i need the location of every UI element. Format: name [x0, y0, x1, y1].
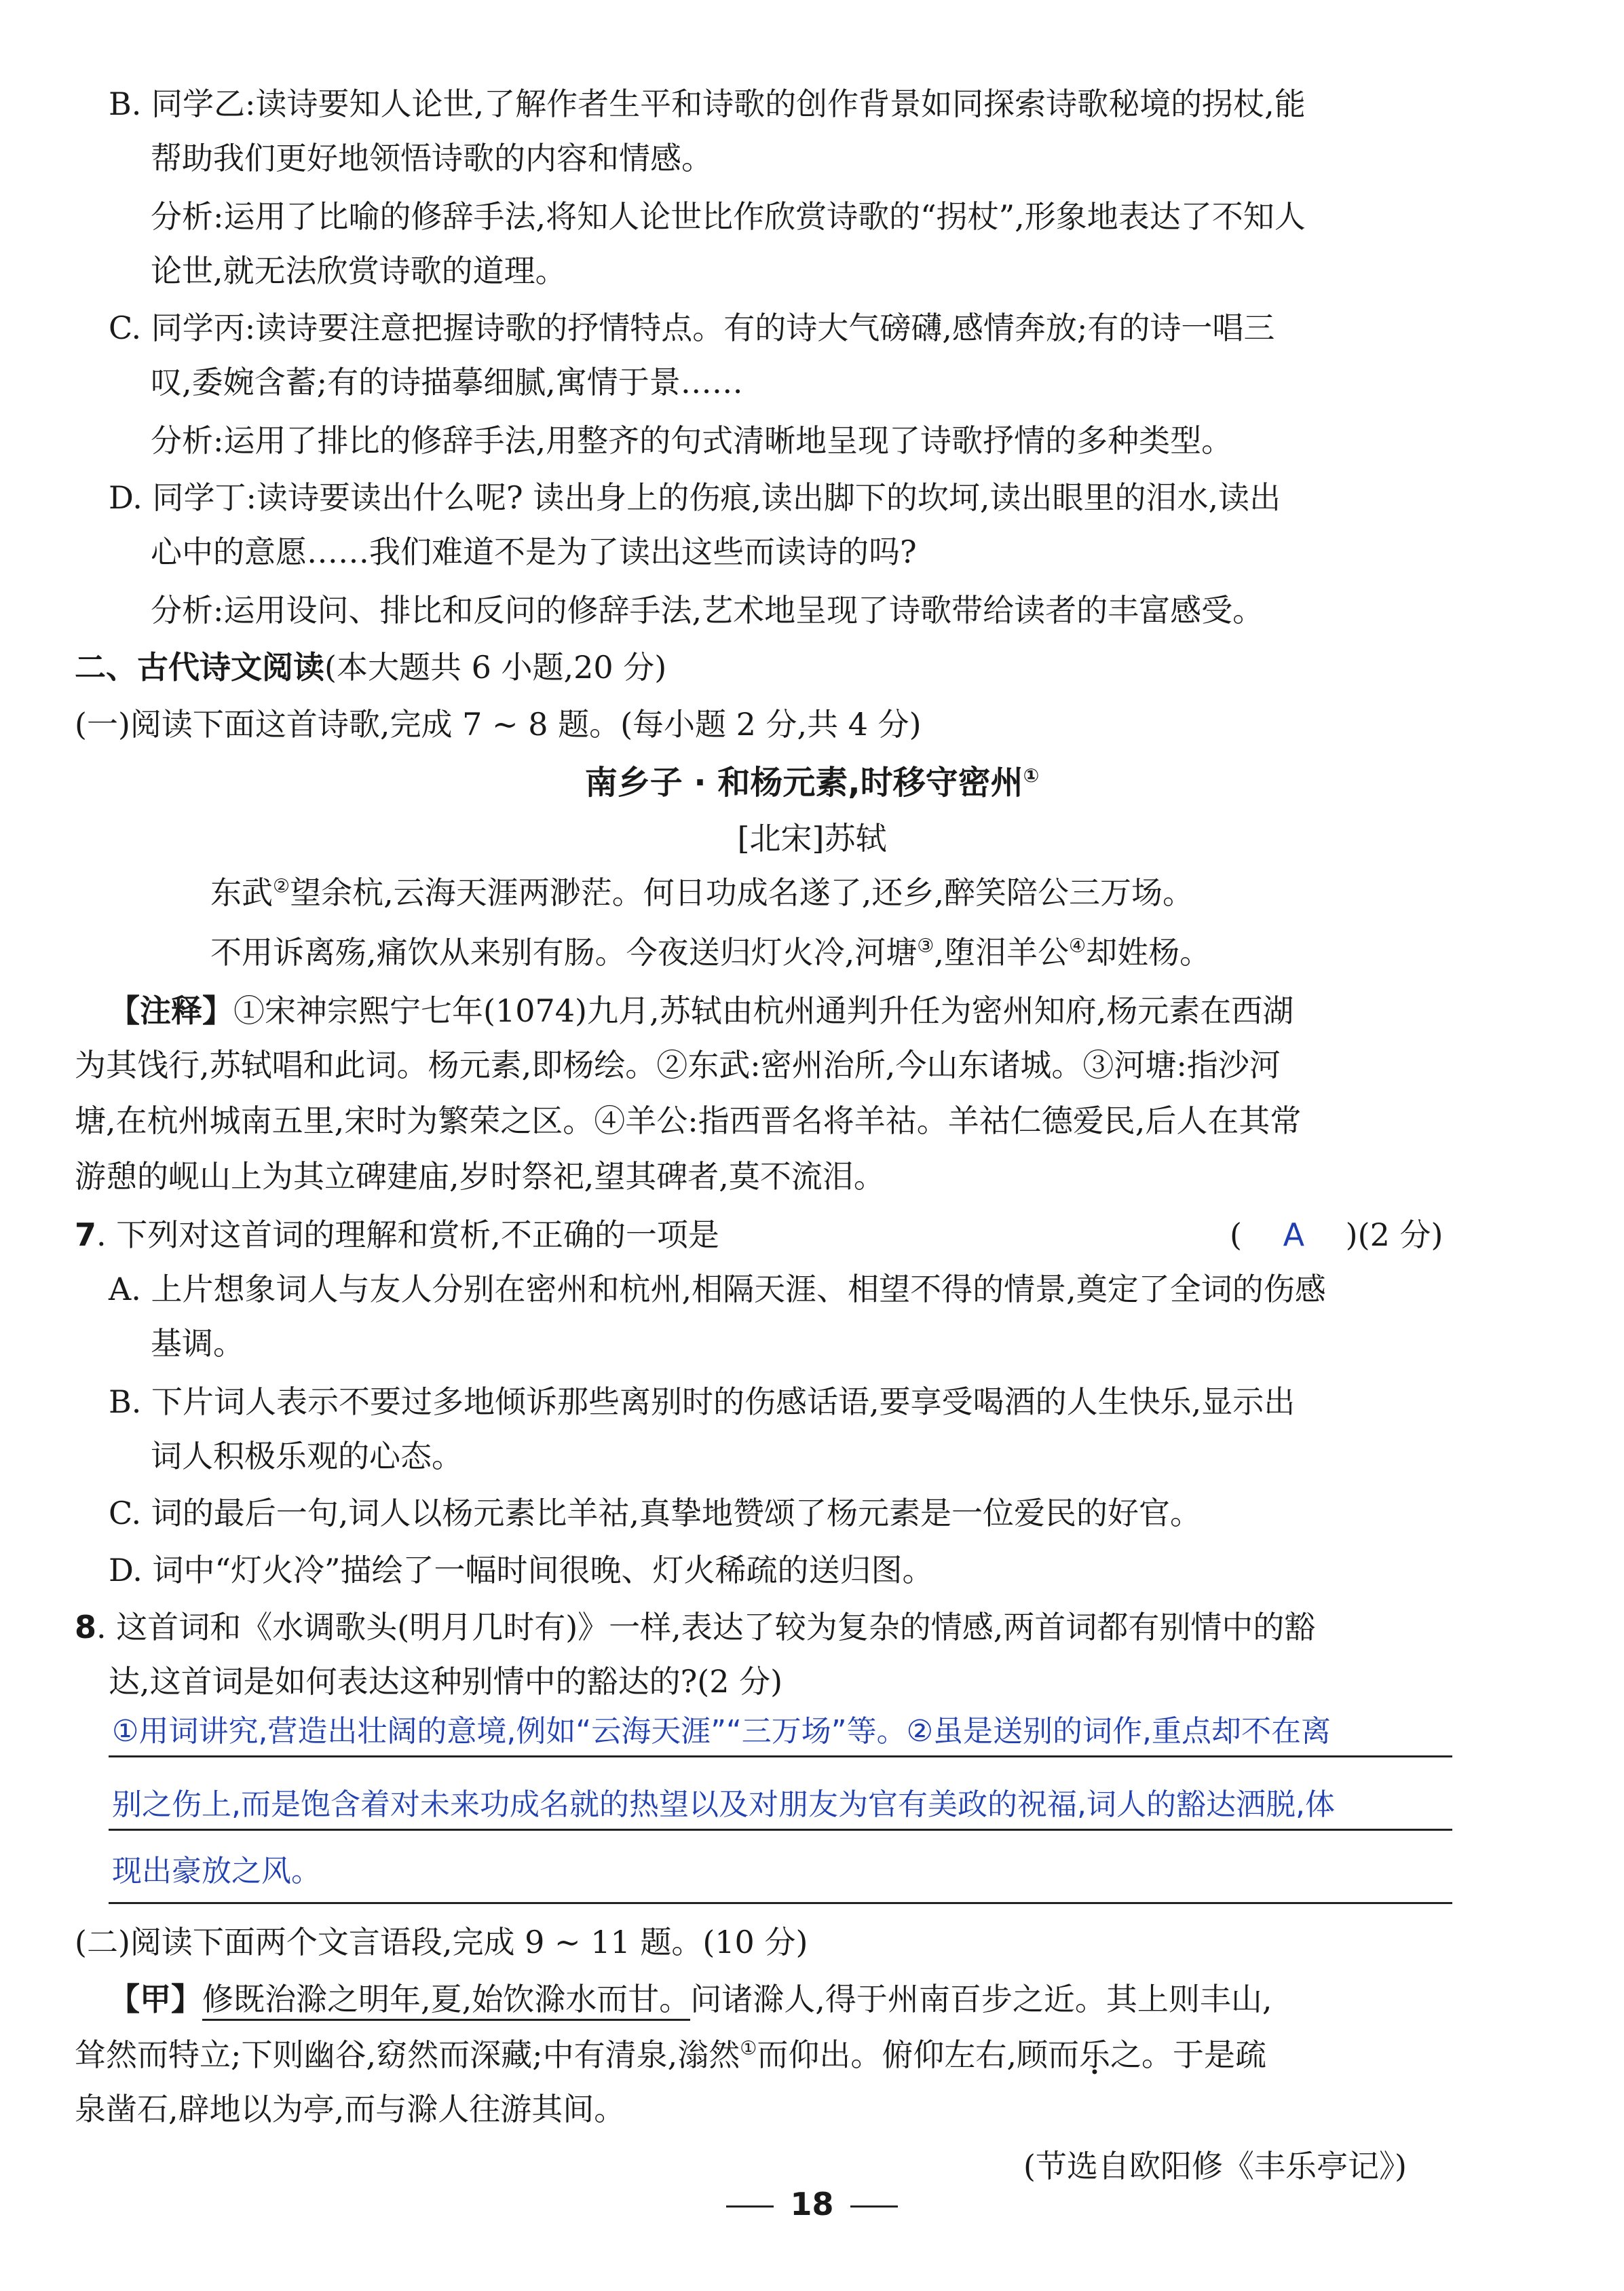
option-d-line-2: 心中的意愿……我们难道不是为了读出这些而读诗的吗?: [151, 534, 917, 570]
option-b-analysis-1: 分析:运用了比喻的修辞手法,将知人论世比作欣赏诗歌的“拐杖”,形象地表达了不知人: [151, 198, 1306, 235]
question-8-answer-line-2: 别之伤上,而是饱含着对未来功成名就的热望以及对朋友为官有美政的祝福,词人的豁达洒脱,体: [112, 1787, 1335, 1822]
footnote-mark-2: ②: [273, 874, 290, 897]
question-7-number: 7: [75, 1216, 97, 1253]
option-d-line-1: D. 同学丁:读诗要读出什么呢? 读出身上的伤痕,读出脚下的坎坷,读出眼里的泪水,读出: [109, 479, 1281, 516]
poem-line-2-a: 不用诉离殇,痛饮从来别有肠。今夜送归灯火冷,河塘: [210, 934, 918, 971]
part-2-line-1: [109, 1978, 1272, 2020]
paren-close: ): [1345, 1216, 1358, 1253]
section-2-heading: [75, 646, 666, 688]
notes-line-1: [109, 990, 1293, 1032]
q7-option-b-1: B. 下片词人表示不要过多地倾诉那些离别时的伤感话语,要享受喝酒的人生快乐,显示出: [109, 1383, 1296, 1420]
question-8-line-2: 达,这首词是如何表达这种别情中的豁达的?(2 分): [109, 1663, 783, 1700]
option-d-analysis-1: 分析:运用设问、排比和反问的修辞手法,艺术地呈现了诗歌带给读者的丰富感受。: [151, 592, 1264, 629]
q7-option-a-2: 基调。: [151, 1325, 244, 1362]
underlined-sentence: 修既治滁之明年,夏,始饮滁水而甘。: [202, 1981, 690, 2021]
option-c-line-2: 叹,委婉含蓄;有的诗描摹细腻,寓情于景……: [151, 364, 743, 401]
question-7-score: (2 分): [1357, 1216, 1443, 1253]
footnote-mark-4: ④: [1068, 934, 1087, 957]
notes-label: 【注释】: [109, 992, 233, 1029]
option-b-line-2: 帮助我们更好地领悟诗歌的内容和情感。: [151, 140, 713, 176]
poem-title-footnote-mark: ①: [1023, 764, 1040, 787]
section-2-note: (本大题共 6 小题,20 分): [324, 649, 667, 686]
option-c-line-1: C. 同学丙:读诗要注意把握诗歌的抒情特点。有的诗大气磅礴,感情奔放;有的诗一唱三: [109, 310, 1275, 346]
question-7-answer: A: [1283, 1216, 1305, 1253]
option-b-line-1: B. 同学乙:读诗要知人论世,了解作者生平和诗歌的创作背景如同探索诗歌秘境的拐杖,能: [109, 86, 1306, 122]
part-2-line-1-rest: 问诸滁人,得于州南百步之近。其上则丰山,: [690, 1981, 1272, 2017]
q7-option-b-2: 词人积极乐观的心态。: [151, 1438, 463, 1474]
notes-line-2: 为其饯行,苏轼唱和此词。杨元素,即杨绘。②东武:密州治所,今山东诸城。③河塘:指沙河: [75, 1047, 1281, 1083]
page-number-dash-left: [726, 2205, 774, 2208]
page-number-text: 18: [790, 2186, 834, 2222]
q7-option-a-1: A. 上片想象词人与友人分别在密州和杭州,相隔天涯、相望不得的情景,奠定了全词的伤感: [109, 1271, 1326, 1307]
answer-rule-1: [109, 1755, 1452, 1757]
poem-title-text: 南乡子 · 和杨元素,时移守密州: [584, 764, 1023, 802]
poem-line-1: [210, 872, 1194, 914]
part-2-line-3: 泉凿石,辟地以为亭,而与滁人往游其间。: [75, 2091, 626, 2127]
poem-title: [0, 762, 1624, 804]
poem-line-2-c: 却姓杨。: [1086, 934, 1211, 971]
part-2-line-2-c: 之。于是疏: [1110, 2036, 1266, 2073]
part-2-line-2-a: 耸然而特立;下则幽谷,窈然而深藏;中有清泉,滃然: [75, 2036, 740, 2073]
q7-option-c: C. 词的最后一句,词人以杨元素比羊祜,真挚地赞颂了杨元素是一位爱民的好官。: [109, 1495, 1202, 1531]
page-number: [0, 2186, 1624, 2222]
footnote-mark-passage-1: ①: [740, 2036, 757, 2060]
page-number-dash-right: [850, 2205, 898, 2208]
poem-author: [北宋]苏轼: [737, 820, 887, 857]
part-2-line-2: [75, 2034, 1266, 2076]
poem-line-2: [210, 931, 1211, 973]
part-1-intro: (一)阅读下面这首诗歌,完成 7 ~ 8 题。(每小题 2 分,共 4 分): [75, 706, 922, 743]
question-8-answer-line-3: 现出豪放之风。: [112, 1854, 321, 1888]
passage-jia-label: 【甲】: [109, 1981, 202, 2017]
poem-line-1-b: 望余杭,云海天涯两渺茫。何日功成名遂了,还乡,醉笑陪公三万场。: [290, 874, 1194, 911]
question-8-answer-line-1: ①用词讲究,营造出壮阔的意境,例如“云海天涯”“三万场”等。②虽是送别的词作,重点却不在离: [112, 1714, 1332, 1749]
part-2-line-2-b: 而仰出。俯仰左右,顾而: [757, 2036, 1079, 2073]
poem-line-1-a: 东武: [210, 874, 273, 911]
question-7-stem: [75, 1214, 719, 1256]
poem-line-2-b: ,堕泪羊公: [934, 934, 1069, 971]
question-8-line-1: [75, 1606, 1315, 1648]
part-2-intro: (二)阅读下面两个文言语段,完成 9 ~ 11 题。(10 分): [75, 1924, 808, 1960]
paren-open: (: [1230, 1216, 1242, 1253]
notes-line-1-text: ①宋神宗熙宁七年(1074)九月,苏轼由杭州通判升任为密州知府,杨元素在西湖: [233, 992, 1294, 1029]
option-b-analysis-2: 论世,就无法欣赏诗歌的道理。: [151, 253, 567, 289]
answer-rule-3: [109, 1902, 1452, 1904]
dotted-character: 乐: [1078, 2036, 1110, 2073]
option-c-analysis-1: 分析:运用了排比的修辞手法,用整齐的句式清晰地呈现了诗歌抒情的多种类型。: [151, 422, 1233, 459]
q7-option-d: D. 词中“灯火冷”描绘了一幅时间很晚、灯火稀疏的送归图。: [109, 1552, 934, 1588]
question-7-text: . 下列对这首词的理解和赏析,不正确的一项是: [96, 1216, 719, 1253]
question-7-answer-box: [1230, 1214, 1443, 1256]
section-2-title: 二、古代诗文阅读: [75, 649, 324, 686]
question-8-number: 8: [75, 1609, 97, 1645]
notes-line-3: 塘,在杭州城南五里,宋时为繁荣之区。④羊公:指西晋名将羊祜。羊祜仁德爱民,后人在其常: [75, 1102, 1302, 1139]
answer-rule-2: [109, 1829, 1452, 1831]
notes-line-4: 游憩的岘山上为其立碑建庙,岁时祭祀,望其碑者,莫不流泪。: [75, 1158, 885, 1195]
footnote-mark-3: ③: [917, 934, 934, 957]
passage-source: (节选自欧阳修《丰乐亭记》): [1023, 2148, 1407, 2184]
question-8-text-1: . 这首词和《水调歌头(明月几时有)》一样,表达了较为复杂的情感,两首词都有别情中的豁: [96, 1609, 1316, 1645]
